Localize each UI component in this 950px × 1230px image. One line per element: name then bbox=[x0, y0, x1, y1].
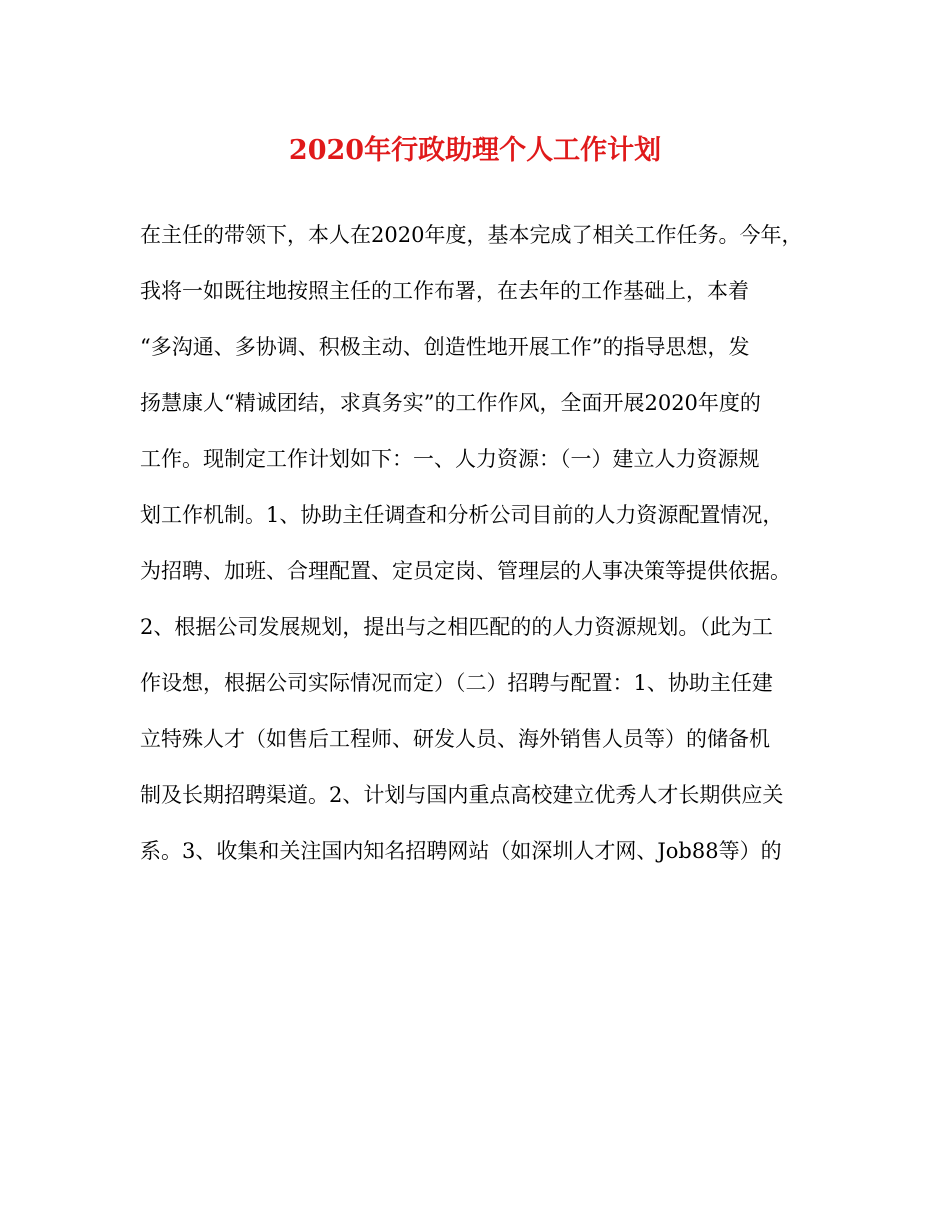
body-line: 立特殊人才（如售后工程师、研发人员、海外销售人员等）的储备机 bbox=[140, 727, 770, 751]
body-line: 工作。现制定工作计划如下：一、人力资源：（一）建立人力资源规 bbox=[140, 447, 760, 471]
body-line: 为招聘、加班、合理配置、定员定岗、管理层的人事决策等提供依据。 bbox=[140, 559, 791, 583]
body-line: 系。3、收集和关注国内知名招聘网站（如深圳人才网、Job88等）的 bbox=[140, 839, 782, 863]
body-line: 制及长期招聘渠道。2、计划与国内重点高校建立优秀人才长期供应关 bbox=[140, 783, 784, 807]
body-line: 在主任的带领下，本人在2020年度，基本完成了相关工作任务。今年， bbox=[140, 223, 803, 247]
body-line: 扬慧康人“精诚团结，求真务实”的工作作风，全面开展2020年度的 bbox=[140, 391, 761, 415]
document-body bbox=[140, 213, 820, 885]
body-line: 作设想，根据公司实际情况而定）（二）招聘与配置：1、协助主任建 bbox=[140, 671, 773, 695]
body-line: 2、根据公司发展规划，提出与之相匹配的的人力资源规划。（此为工 bbox=[140, 615, 773, 639]
document-title: 2020年行政助理个人工作计划 bbox=[288, 135, 662, 166]
body-line: “多沟通、多协调、积极主动、创造性地开展工作”的指导思想，发 bbox=[140, 335, 750, 359]
body-line: 我将一如既往地按照主任的工作布署，在去年的工作基础上，本着 bbox=[140, 279, 749, 303]
body-line: 划工作机制。1、协助主任调查和分析公司目前的人力资源配置情况， bbox=[140, 503, 784, 527]
